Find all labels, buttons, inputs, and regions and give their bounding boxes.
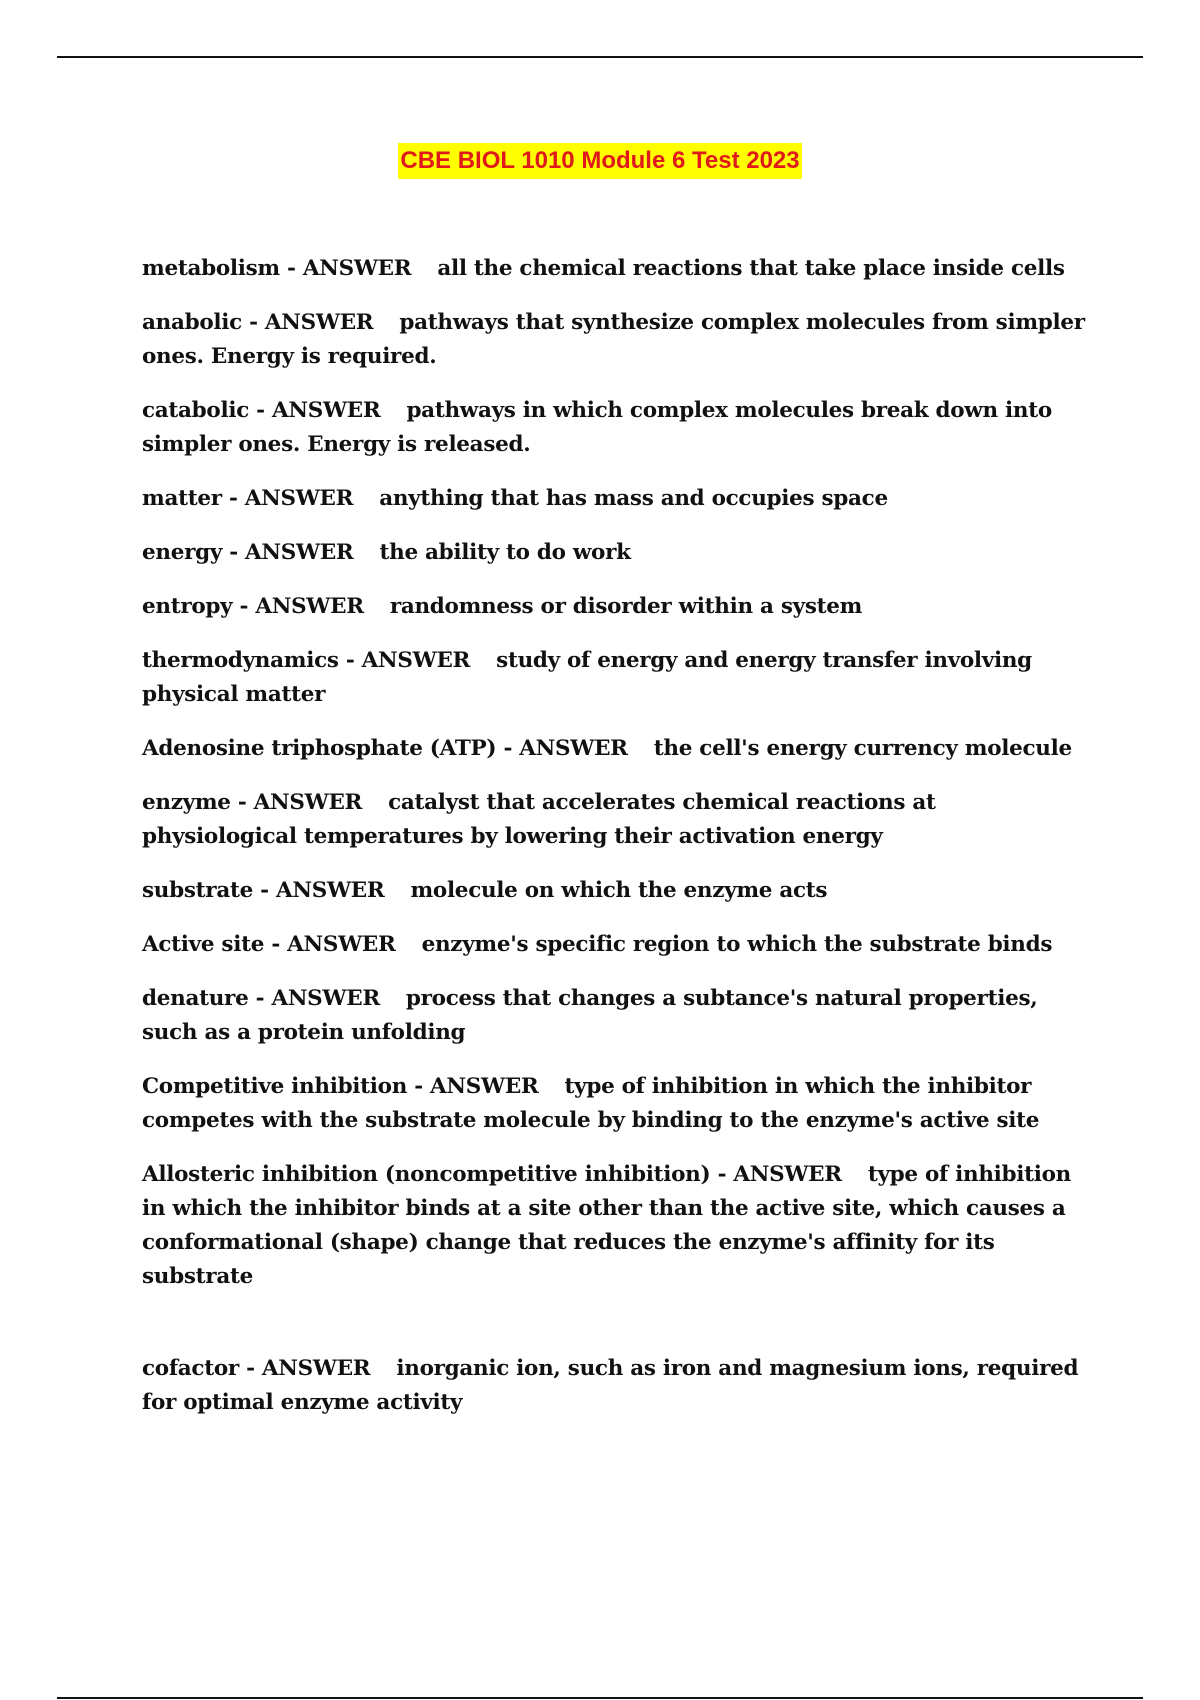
definition: pathways in which complex molecules break down into simpler ones. Energy is released. [142, 398, 1052, 457]
answer-marker: - ANSWER [246, 1356, 371, 1381]
term: substrate [142, 878, 253, 903]
page-title: CBE BIOL 1010 Module 6 Test 2023 [398, 143, 801, 179]
term: cofactor [142, 1356, 239, 1381]
list-item [142, 1158, 1097, 1294]
definition: enzyme's specific region to which the substrate binds [421, 932, 1053, 957]
definition: study of energy and energy transfer involving physical matter [142, 648, 1032, 707]
term: Competitive inhibition [142, 1074, 408, 1099]
definition: randomness or disorder within a system [389, 594, 863, 619]
definition: inorganic ion, such as iron and magnesium ions, required for optimal enzyme activity [142, 1356, 1079, 1415]
list-item [142, 394, 1097, 462]
list-item [142, 536, 1097, 570]
definition: type of inhibition in which the inhibitor competes with the substrate molecule by binding to the enzyme's active site [142, 1074, 1040, 1133]
definition: catalyst that accelerates chemical reactions at physiological temperatures by lowering their activation energy [142, 790, 936, 849]
definition: type of inhibition in which the inhibitor binds at a site other than the active site, which causes a conformational (shape) change that reduces the enzyme's affinity for its substrate [142, 1162, 1072, 1289]
definition: the ability to do work [379, 540, 631, 565]
definition: pathways that synthesize complex molecules from simpler ones. Energy is required. [142, 310, 1085, 369]
title-container [0, 143, 1200, 179]
definition: the cell's energy currency molecule [653, 736, 1072, 761]
answer-marker: - ANSWER [237, 790, 363, 815]
list-item [142, 1070, 1097, 1138]
term: anabolic [142, 310, 242, 335]
term: entropy [142, 594, 233, 619]
answer-marker: - ANSWER [287, 256, 412, 281]
term: Allosteric inhibition (noncompetitive inhibition) [142, 1162, 711, 1187]
list-item [142, 786, 1097, 854]
definition-list [142, 252, 1097, 1440]
definition: anything that has mass and occupies space [379, 486, 888, 511]
term: catabolic [142, 398, 249, 423]
answer-marker: - ANSWER [256, 398, 381, 423]
list-item [142, 590, 1097, 624]
answer-marker: - ANSWER [414, 1074, 539, 1099]
term: metabolism [142, 256, 280, 281]
list-item [142, 928, 1097, 962]
answer-marker: - ANSWER [255, 986, 380, 1011]
term: Active site [142, 932, 265, 957]
term: denature [142, 986, 249, 1011]
list-item [142, 732, 1097, 766]
answer-marker: - ANSWER [228, 486, 354, 511]
list-item [142, 644, 1097, 712]
bottom-rule [57, 1697, 1143, 1699]
term: enzyme [142, 790, 231, 815]
list-item [142, 252, 1097, 286]
answer-marker: - ANSWER [249, 310, 374, 335]
definition: all the chemical reactions that take place inside cells [437, 256, 1065, 281]
top-rule [57, 56, 1143, 58]
list-item [142, 1352, 1097, 1420]
list-item [142, 482, 1097, 516]
definition: molecule on which the enzyme acts [410, 878, 828, 903]
term: thermodynamics [142, 648, 339, 673]
answer-marker: - ANSWER [271, 932, 396, 957]
list-item [142, 306, 1097, 374]
term: matter [142, 486, 222, 511]
answer-marker: - ANSWER [239, 594, 364, 619]
answer-marker: - ANSWER [717, 1162, 842, 1187]
term: energy [142, 540, 223, 565]
answer-marker: - ANSWER [503, 736, 628, 761]
term: Adenosine triphosphate (ATP) [142, 736, 497, 761]
definition: process that changes a subtance's natural properties, such as a protein unfolding [142, 986, 1038, 1045]
answer-marker: - ANSWER [260, 878, 385, 903]
answer-marker: - ANSWER [345, 648, 471, 673]
answer-marker: - ANSWER [229, 540, 354, 565]
list-item [142, 982, 1097, 1050]
list-item [142, 874, 1097, 908]
